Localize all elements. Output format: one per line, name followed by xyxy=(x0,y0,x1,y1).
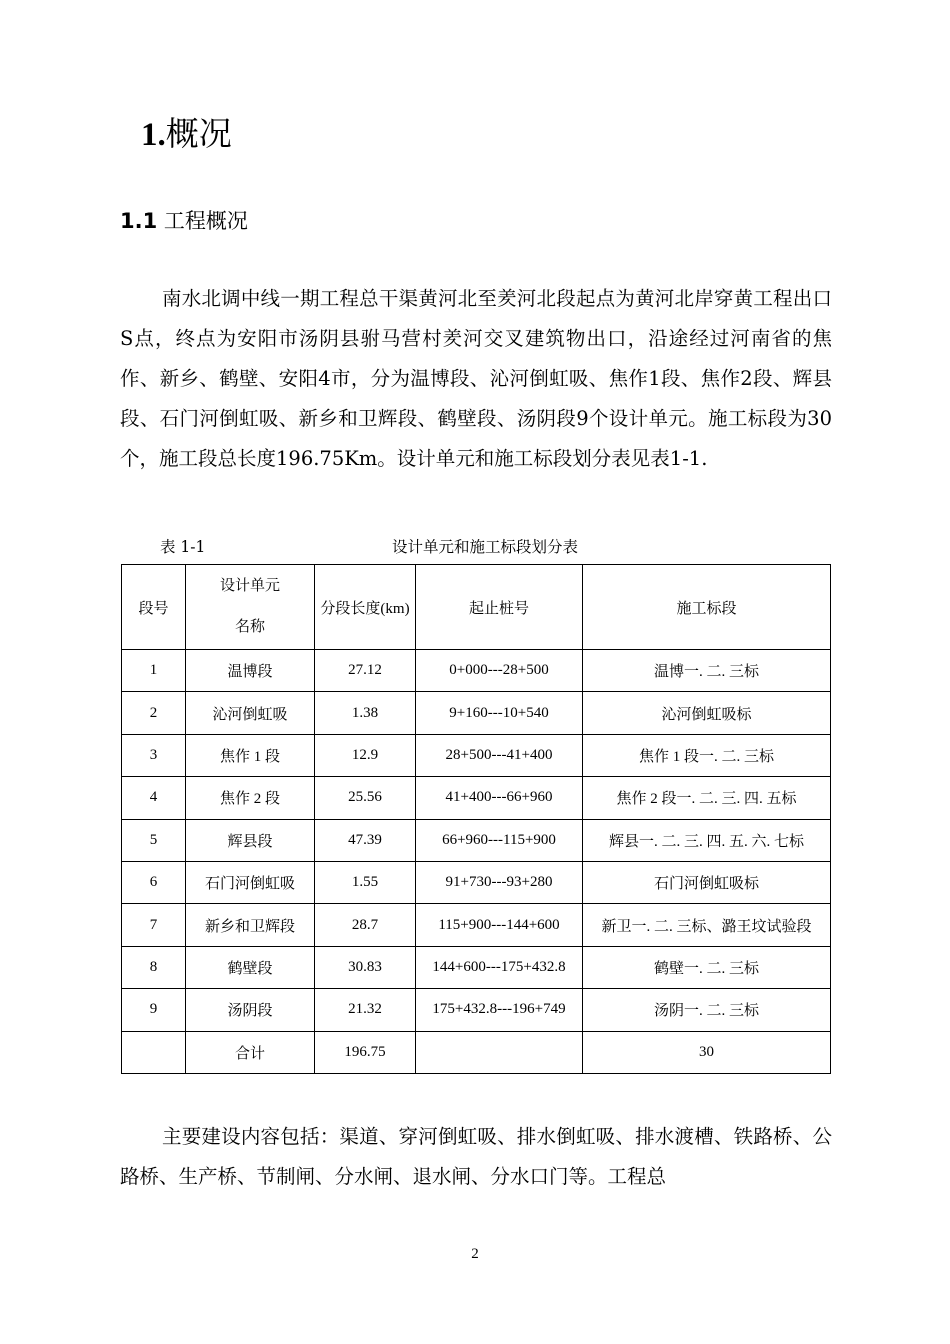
cell-name: 沁河倒虹吸 xyxy=(186,692,315,734)
cell-sections: 鹤壁一. 二. 三标 xyxy=(583,946,831,988)
cell-length: 47.39 xyxy=(315,819,416,861)
cell-name: 汤阴段 xyxy=(186,989,315,1031)
cell-name: 焦作 2 段 xyxy=(186,777,315,819)
section-heading xyxy=(141,112,232,157)
cell-name: 鹤壁段 xyxy=(186,946,315,988)
cell-length: 1.55 xyxy=(315,861,416,903)
cell-no: 1 xyxy=(122,650,186,692)
cell-length: 28.7 xyxy=(315,904,416,946)
cell-sections: 30 xyxy=(583,1031,831,1073)
section-title: 概况 xyxy=(165,114,232,153)
cell-sections: 温博一. 二. 三标 xyxy=(583,650,831,692)
table-row xyxy=(122,692,831,734)
table-row xyxy=(122,650,831,692)
cell-sections: 焦作 1 段一. 二. 三标 xyxy=(583,734,831,776)
cell-no: 4 xyxy=(122,777,186,819)
cell-length: 12.9 xyxy=(315,734,416,776)
page-number: 2 xyxy=(471,1246,479,1262)
subsection-heading xyxy=(120,206,248,236)
cell-stake: 41+400---66+960 xyxy=(416,777,583,819)
cell-length: 21.32 xyxy=(315,989,416,1031)
header-unit-name-line2: 名称 xyxy=(234,619,265,635)
overview-paragraph: 南水北调中线一期工程总干渠黄河北至羑河北段起点为黄河北岸穿黄工程出口S点，终点为安阳市汤阴县驸马营村羑河交叉建筑物出口，沿途经过河南省的焦作、新乡、鹤壁、安阳4市，分为温博段、沁河倒虹吸、焦作1段、焦作2段、辉县段、石门河倒虹吸、新乡和卫辉段、鹤壁段、汤阴段9个设计单元。施工标段为30个，施工段总长度196.75Km。设计单元和施工标段划分表见表1-1. xyxy=(120,287,832,470)
cell-name: 辉县段 xyxy=(186,819,315,861)
cell-no: 9 xyxy=(122,989,186,1031)
header-unit-name xyxy=(186,565,315,650)
cell-length: 25.56 xyxy=(315,777,416,819)
header-sections: 施工标段 xyxy=(583,565,831,650)
cell-no: 8 xyxy=(122,946,186,988)
table-number: 表 1-1 xyxy=(160,538,206,556)
table-total-row xyxy=(122,1031,831,1073)
cell-stake: 144+600---175+432.8 xyxy=(416,946,583,988)
subsection-number: 1.1 xyxy=(120,209,158,233)
header-stake: 起止桩号 xyxy=(416,565,583,650)
cell-name: 焦作 1 段 xyxy=(186,734,315,776)
cell-name: 石门河倒虹吸 xyxy=(186,861,315,903)
subsection-title: 工程概况 xyxy=(157,209,248,233)
cell-no: 3 xyxy=(122,734,186,776)
cell-length: 27.12 xyxy=(315,650,416,692)
cell-stake: 0+000---28+500 xyxy=(416,650,583,692)
header-length: 分段长度(km) xyxy=(315,565,416,650)
table-row xyxy=(122,777,831,819)
section-number: 1. xyxy=(141,117,166,153)
design-unit-table xyxy=(121,564,831,1074)
cell-no: 6 xyxy=(122,861,186,903)
cell-name: 温博段 xyxy=(186,650,315,692)
cell-stake: 9+160---10+540 xyxy=(416,692,583,734)
table-row xyxy=(122,819,831,861)
cell-sections: 汤阴一. 二. 三标 xyxy=(583,989,831,1031)
cell-length: 30.83 xyxy=(315,946,416,988)
table-row xyxy=(122,989,831,1031)
cell-sections: 新卫一. 二. 三标、潞王坟试验段 xyxy=(583,904,831,946)
header-unit-name-line1: 设计单元 xyxy=(219,578,280,594)
table-title: 设计单元和施工标段划分表 xyxy=(392,538,579,556)
header-seg-no: 段号 xyxy=(122,565,186,650)
cell-length: 1.38 xyxy=(315,692,416,734)
table-row xyxy=(122,861,831,903)
cell-stake: 175+432.8---196+749 xyxy=(416,989,583,1031)
cell-no: 5 xyxy=(122,819,186,861)
cell-stake: 91+730---93+280 xyxy=(416,861,583,903)
cell-no xyxy=(122,1031,186,1073)
cell-name: 新乡和卫辉段 xyxy=(186,904,315,946)
construction-content-paragraph: 主要建设内容包括：渠道、穿河倒虹吸、排水倒虹吸、排水渡槽、铁路桥、公路桥、生产桥、节制闸、分水闸、退水闸、分水口门等。工程总 xyxy=(120,1125,832,1188)
table-row xyxy=(122,946,831,988)
cell-sections: 辉县一. 二. 三. 四. 五. 六. 七标 xyxy=(583,819,831,861)
table-row xyxy=(122,904,831,946)
cell-stake: 28+500---41+400 xyxy=(416,734,583,776)
cell-stake: 66+960---115+900 xyxy=(416,819,583,861)
table-row xyxy=(122,734,831,776)
cell-sections: 焦作 2 段一. 二. 三. 四. 五标 xyxy=(583,777,831,819)
cell-sections: 石门河倒虹吸标 xyxy=(583,861,831,903)
cell-length: 196.75 xyxy=(315,1031,416,1073)
cell-stake: 115+900---144+600 xyxy=(416,904,583,946)
cell-no: 2 xyxy=(122,692,186,734)
cell-sections: 沁河倒虹吸标 xyxy=(583,692,831,734)
cell-no: 7 xyxy=(122,904,186,946)
cell-stake xyxy=(416,1031,583,1073)
cell-name: 合计 xyxy=(186,1031,315,1073)
table-header-row xyxy=(122,565,831,650)
